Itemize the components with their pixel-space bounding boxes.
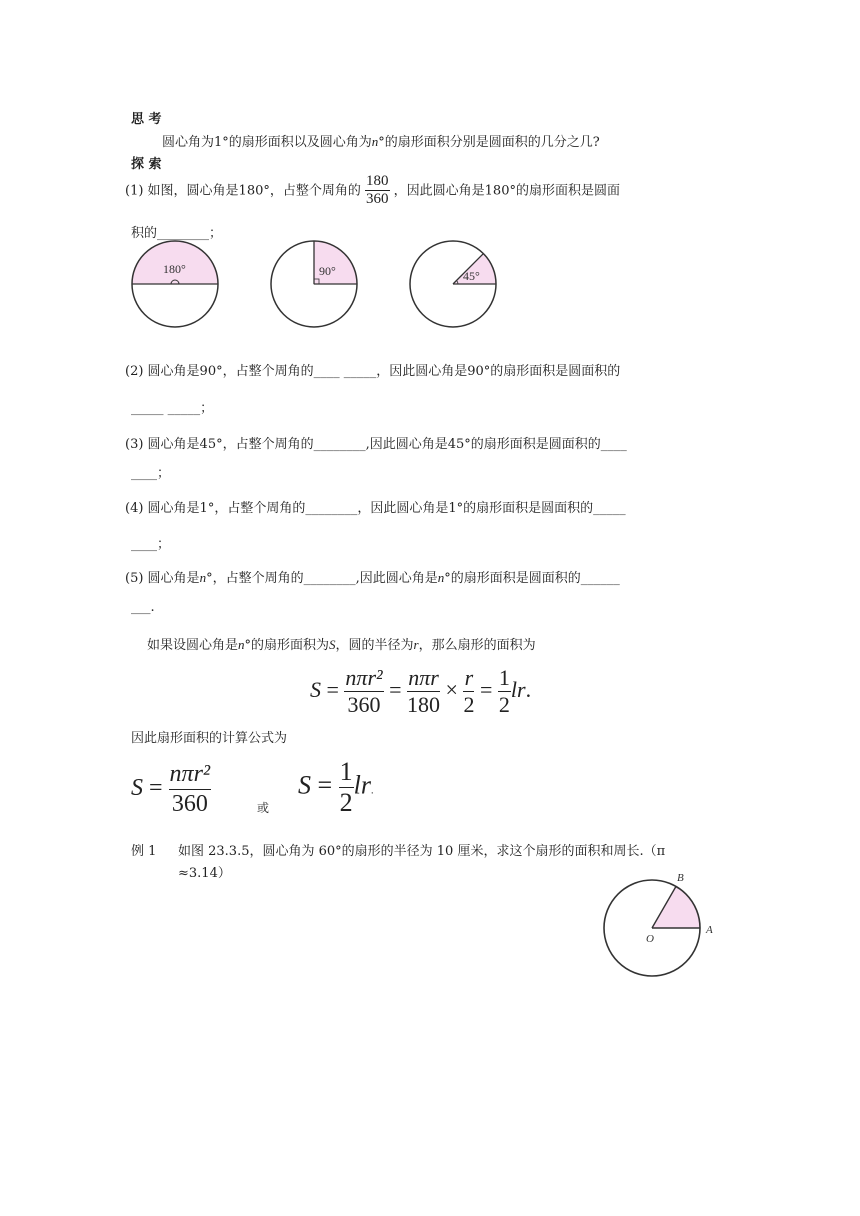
derivation-intro <box>147 634 536 653</box>
formula-eq3: = <box>479 676 493 702</box>
explore-heading: 探 索 <box>131 157 162 172</box>
item5-c: °的扇形面积是圆面积的______ <box>444 571 620 586</box>
item1-line2: 积的________； <box>131 226 223 241</box>
item5-line2: ___. <box>131 600 155 615</box>
item4-line1: (4) 圆心角是1°，占整个周角的________，因此圆心角是1°的扇形面积是圆面积的_____ <box>125 501 626 516</box>
example-line1: 如图 23.3.5，圆心角为 60°的扇形的半径为 10 厘米，求这个扇形的面积和周长.（π <box>178 844 666 859</box>
fig3-label: 45° <box>463 269 480 283</box>
f2-num: 1 <box>339 757 353 786</box>
figure-90-sector <box>268 240 360 330</box>
deriv-a: 如果设圆心角是 <box>147 638 239 653</box>
conclusion-text: 因此扇形面积的计算公式为 <box>131 731 288 746</box>
frac2-num: nπr <box>407 665 440 692</box>
f2-tail: lr <box>353 770 372 800</box>
formula-S: S <box>310 676 321 702</box>
formula-dot: . <box>525 676 532 702</box>
f2-frac <box>339 757 354 818</box>
item5-line1 <box>125 567 620 586</box>
formula-times: × <box>445 676 458 702</box>
example-figure-60-sector <box>594 868 724 986</box>
formula-frac2 <box>407 665 440 719</box>
think-question-part2: °的扇形面积分别是圆面积的几分之几? <box>378 135 600 150</box>
frac3-num: r <box>463 665 474 692</box>
f2-eq: = <box>317 770 333 800</box>
frac1-den: 360 <box>347 692 381 718</box>
figure-180-sector <box>129 240 221 330</box>
formula-tail: lr <box>510 676 526 702</box>
f1-den: 360 <box>171 790 208 817</box>
fig1-label: 180° <box>163 262 186 276</box>
item4-line2: ____； <box>131 537 171 552</box>
figure-45-sector <box>407 240 499 330</box>
formula-frac3 <box>463 665 474 719</box>
formula-frac4 <box>498 665 511 719</box>
item5-n2: n <box>437 570 445 585</box>
item2-line2: _____ _____； <box>131 401 214 416</box>
think-question-n: n <box>371 134 379 149</box>
deriv-r: r <box>413 637 419 652</box>
f2-dot: . <box>371 785 374 797</box>
item5-n1: n <box>199 570 207 585</box>
frac1-num: nπr² <box>344 665 383 692</box>
fig-label-O: O <box>646 933 654 945</box>
formula-frac1 <box>344 665 383 719</box>
fig-label-B: B <box>677 872 684 884</box>
fig-label-A: A <box>706 924 713 936</box>
item2-line1: (2) 圆心角是90°，占整个周角的____ _____，因此圆心角是90°的扇形面积是圆面积的 <box>125 364 621 379</box>
formula-eq1: = <box>326 676 339 702</box>
f1-frac <box>169 760 212 819</box>
item1-lead: (1) 如图，圆心角是180°，占整个周角的 <box>125 183 361 199</box>
frac4-den: 2 <box>498 692 510 718</box>
f1-S: S <box>131 774 143 801</box>
formula-eq2: = <box>389 676 402 702</box>
think-heading: 思 考 <box>131 112 162 127</box>
f1-eq: = <box>149 774 163 801</box>
frac3-den: 2 <box>463 692 475 718</box>
conclusion-formula1 <box>131 760 211 819</box>
example-label: 例 1 <box>131 844 157 859</box>
item5-b: °，占整个周角的________,因此圆心角是 <box>206 571 438 586</box>
f2-S: S <box>298 770 311 800</box>
think-question <box>162 131 600 150</box>
deriv-n: n <box>238 637 245 652</box>
deriv-c: ，圆的半径为 <box>335 638 414 653</box>
item1-fraction <box>365 173 390 209</box>
deriv-d: ，那么扇形的面积为 <box>418 638 536 653</box>
frac4-num: 1 <box>498 665 511 692</box>
item1-frac-den: 360 <box>366 191 389 208</box>
deriv-S: S <box>329 637 336 652</box>
item1-tail: ，因此圆心角是180°的扇形面积是圆面 <box>393 183 620 199</box>
deriv-b: °的扇形面积为 <box>244 638 330 653</box>
conclusion-formula2 <box>298 757 374 818</box>
example-line2: ≈3.14） <box>178 866 231 881</box>
f2-den: 2 <box>339 787 353 817</box>
item5-a: (5) 圆心角是 <box>125 571 200 586</box>
item3-line1: (3) 圆心角是45°，占整个周角的________,因此圆心角是45°的扇形面积是圆面积的____ <box>125 437 627 452</box>
derivation-formula <box>310 665 531 719</box>
item1-frac-num: 180 <box>365 173 390 191</box>
explore-item1 <box>125 173 620 209</box>
conclusion-or: 或 <box>257 801 270 815</box>
think-question-part1: 圆心角为1°的扇形面积以及圆心角为 <box>162 135 372 150</box>
item3-line2: ____； <box>131 466 171 481</box>
fig2-label: 90° <box>319 264 336 278</box>
f1-num: nπr² <box>169 760 212 790</box>
frac2-den: 180 <box>407 692 441 718</box>
